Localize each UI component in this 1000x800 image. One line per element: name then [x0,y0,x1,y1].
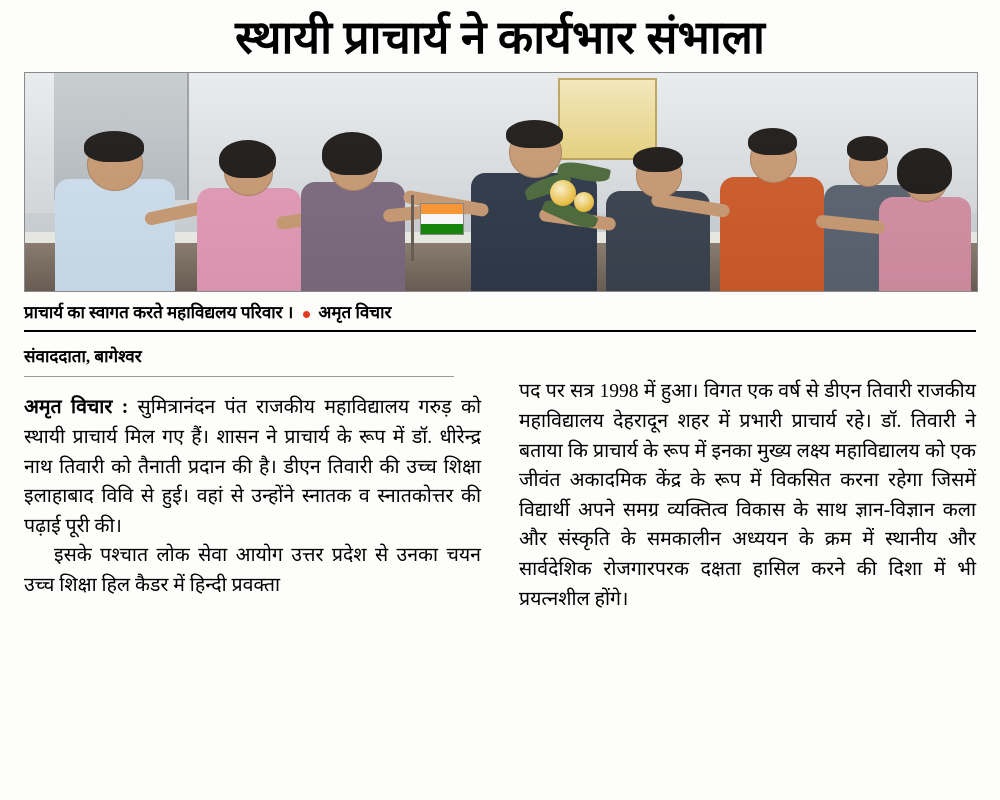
photo-person-body [879,197,971,292]
article-columns [24,377,976,614]
paragraph-text: सुमित्रानंदन पंत राजकीय महाविद्यालय गरुड़ को स्थायी प्राचार्य मिल गए हैं। शासन ने प्राचार्य के रूप में डॉ. धीरेन्द्र नाथ तिवारी को तैनाती प्रदान की है। डीएन तिवारी की उच्च शिक्षा इलाहाबाद विवि से हुई। वहां से उन्होंने स्नातक व स्नातकोत्तर की पढ़ाई पूरी की। [24,397,481,537]
photo-person-body [55,179,175,291]
article-column-left [24,377,481,614]
photo-flag-pole [411,195,414,260]
horizontal-rule [24,330,976,332]
byline-text: संवाददाता, बागेश्वर [24,347,142,367]
caption-text: प्राचार्य का स्वागत करते महाविद्यलय परिवार । [24,303,294,323]
paragraph: इसके पश्चात लोक सेवा आयोग उत्तर प्रदेश से उनका चयन उच्च शिक्षा हिल कैडर में हिन्दी प्रवक्ता [24,545,481,597]
caption-credit: अमृत विचार [318,303,392,323]
photo-person-hair [633,147,683,172]
lead-in-label: अमृत विचार : [24,397,129,419]
article-column-right [519,377,976,614]
bouquet-flower [550,180,576,206]
photo-person-hair [322,132,381,175]
photo-person-body [720,177,824,291]
paragraph: पद पर सत्र 1998 में हुआ। विगत एक वर्ष से डीएन तिवारी राजकीय महाविद्यालय देहरादून शहर में प्रभारी प्राचार्य रहे। डॉ. तिवारी ने बताया कि प्राचार्य के रूप में इनका मुख्य लक्ष्य महाविद्यालय को एक जीवंत अकादमिक केंद्र के रूप में विकसित करना रहेगा जिसमें विद्यार्थी अपने समग्र व्यक्तित्व विकास के साथ ज्ञान-विज्ञान कला और संस्कृति के समकालीन अध्ययन के क्रम में स्थानीय और सार्वदेशिक रोजगारपरक दक्षता हासिल करने की दिशा में भी प्रयत्नशील होंगे। [519,381,976,610]
photo-person-hair [748,128,798,155]
paragraph [24,393,481,541]
photo-person [872,139,977,292]
byline [24,344,976,377]
photo-person-hair [219,140,276,179]
photo-person-body [197,188,301,291]
bouquet-flower [574,192,594,212]
photo-person [44,121,187,291]
photo-background [25,73,977,291]
photo-bouquet [520,160,630,240]
photo-person-hair [506,120,563,148]
photo-person-body [301,182,405,291]
photo-person-hair [897,148,951,194]
photo-group-welcome [24,72,978,292]
photo-caption [24,300,976,323]
bullet-dot-icon [303,311,310,318]
photo-person [292,126,416,292]
indian-flag-icon [420,203,464,235]
photo-person-hair [84,131,144,162]
headline: स्थायी प्राचार्य ने कार्यभार संभाला [235,12,765,63]
